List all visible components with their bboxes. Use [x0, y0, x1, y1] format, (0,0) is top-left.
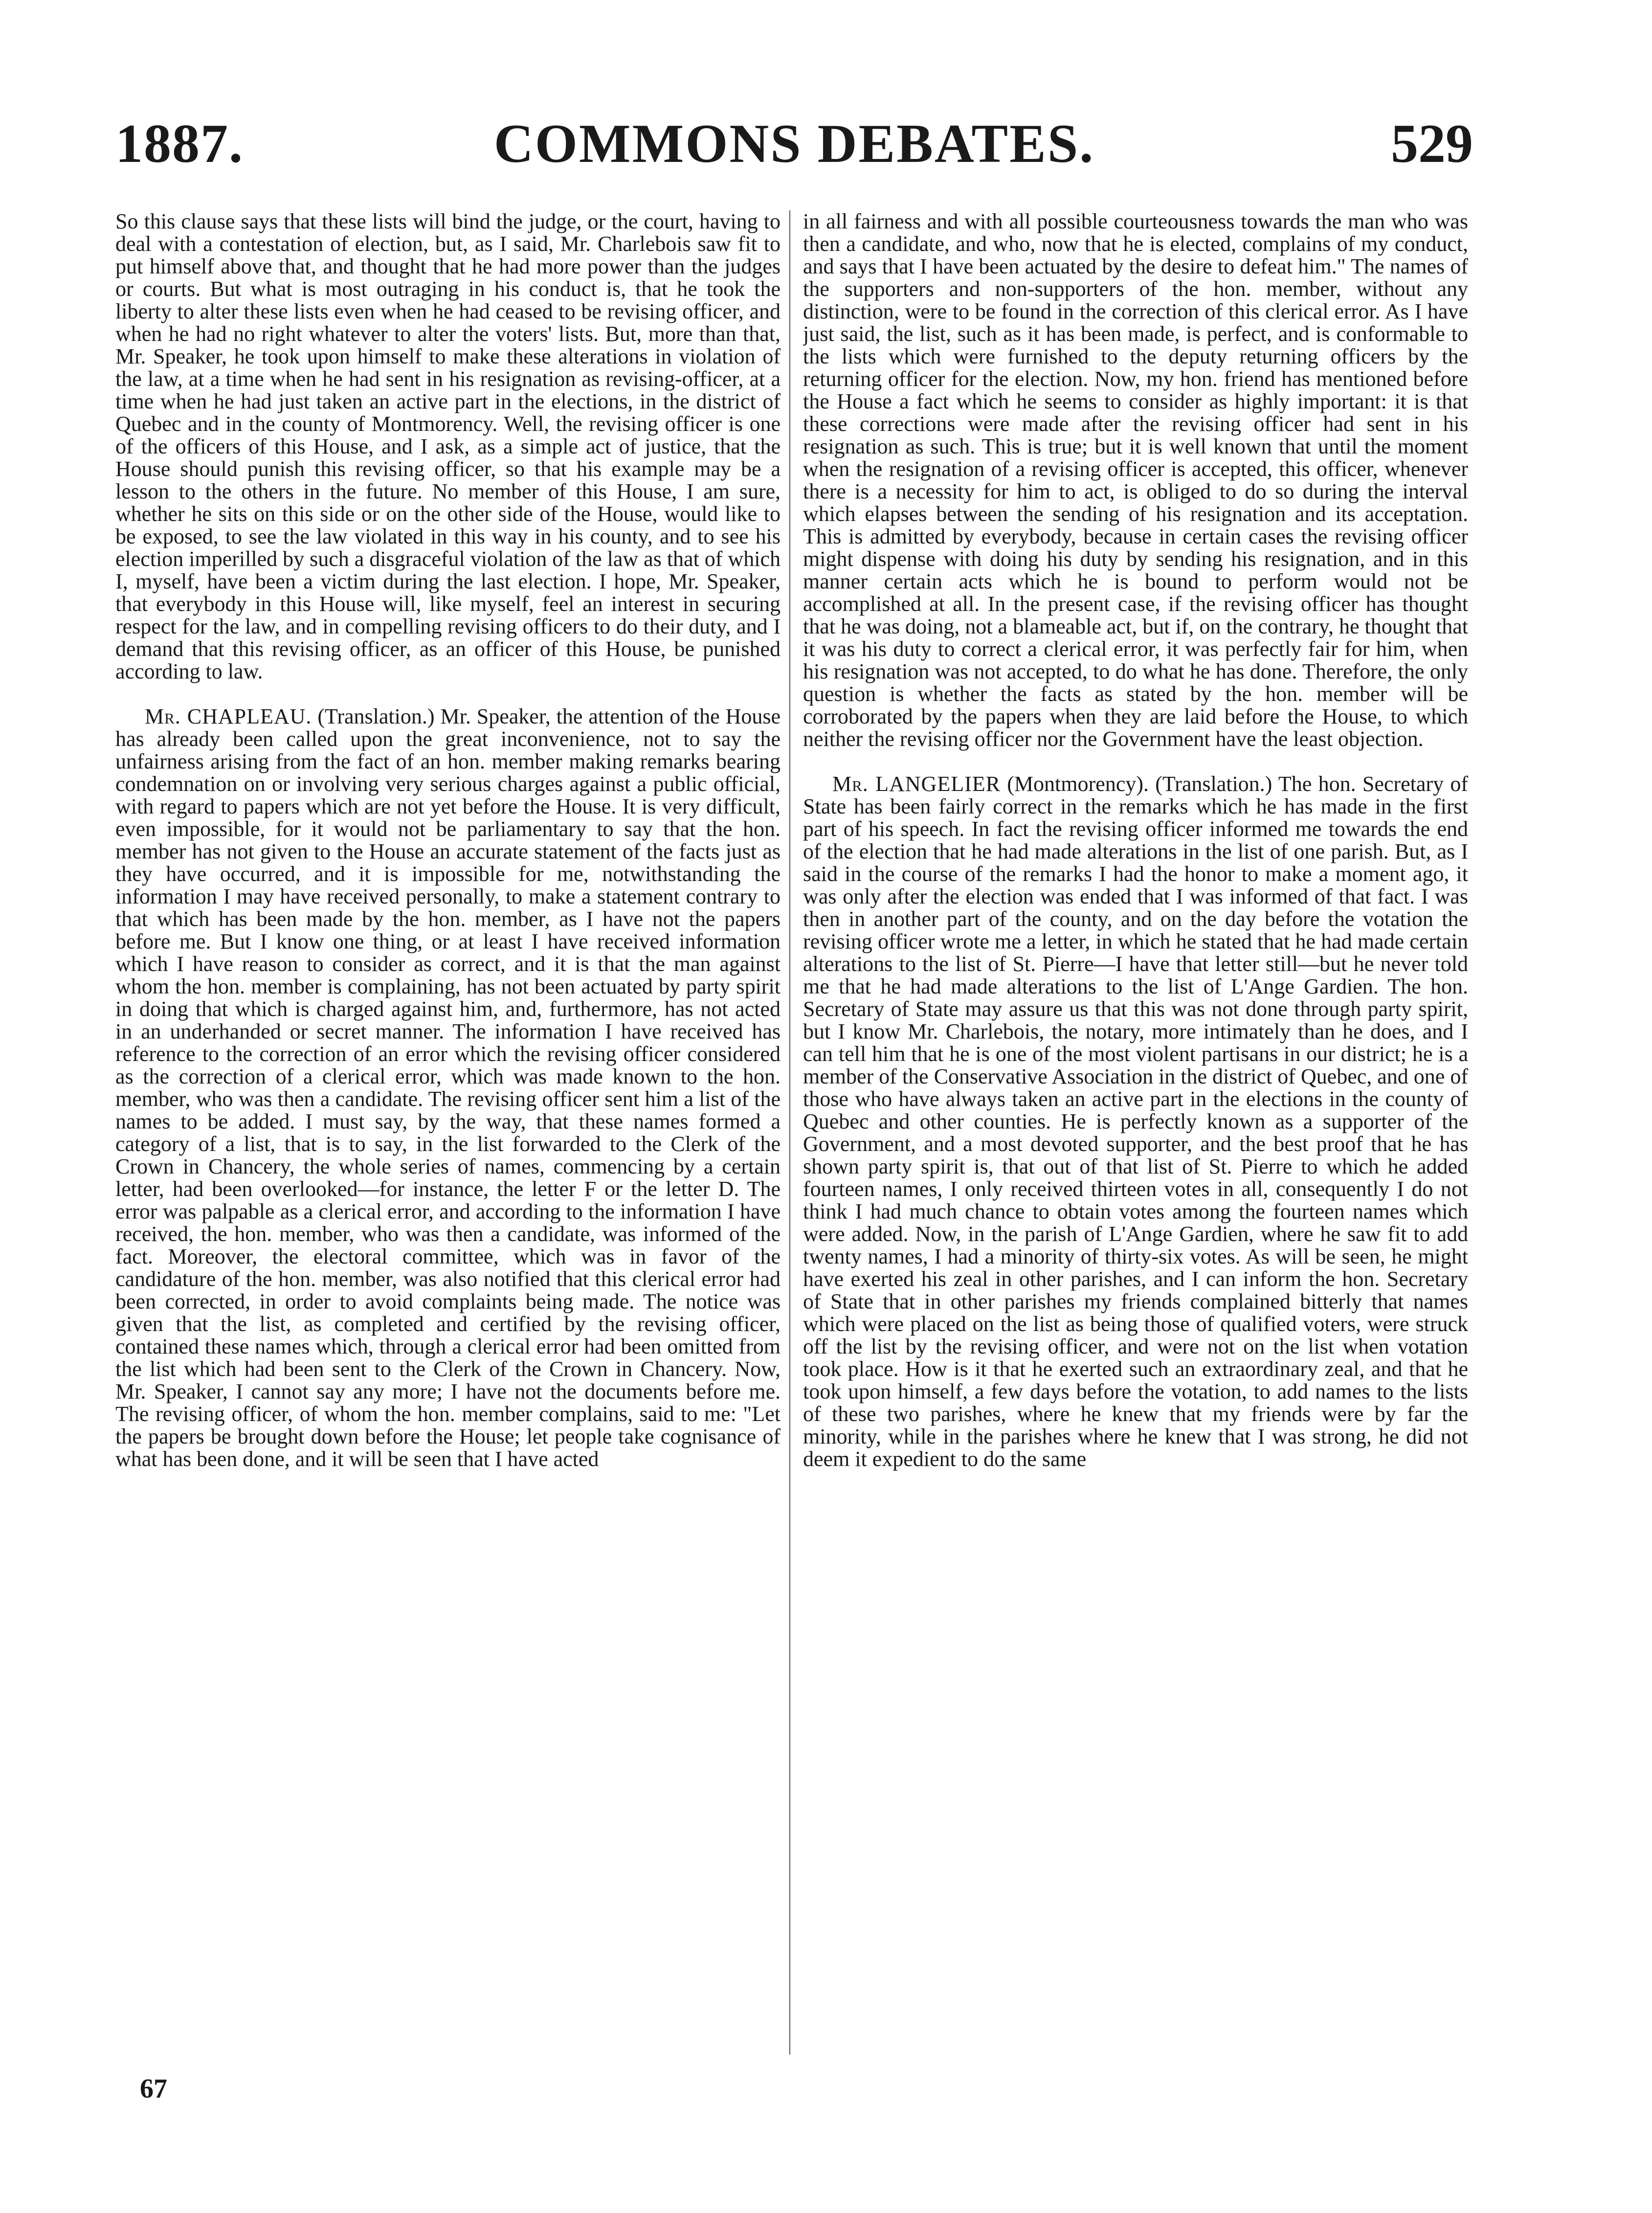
column-divider [789, 210, 790, 2055]
left-paragraph-1: So this clause says that these lists will bind the judge, or the court, having to deal with a contestation of election, but, as I said, Mr. Charlebois saw fit to put himself above that, and thought that he had more power than the judges or courts. But what is most outraging in his conduct is, that he took the liberty to alter these lists even when he had ceased to be revising officer, and when he had no right whatever to alter the voters' lists. But, more than that, Mr. Speaker, he took upon himself to make these alterations in violation of the law, at a time when he had sent in his resignation as revising-officer, at a time when he had just taken an active part in the elections, in the district of Quebec and in the county of Montmorency. Well, the revising officer is one of the officers of this House, and I ask, as a simple act of justice, that the House should punish this revising officer, so that his example may be a lesson to the others in the future. No member of this House, I am sure, whether he sits on this side or on the other side of the House, would like to be exposed, to see the law violated in this way in his county, and to see his election imperilled by such a disgraceful violation of the law as that of which I, myself, have been a victim during the last election. I hope, Mr. Speaker, that everybody in this House will, like myself, feel an interest in securing respect for the law, and in compelling revising officers to do their duty, and I demand that this revising officer, as an officer of this House, be punished according to law. [115, 210, 781, 683]
header-year: 1887. [115, 113, 244, 174]
speaker-name-langelier: Mr. LANGELIER [832, 772, 1001, 796]
right-paragraph-2-text: (Montmorency). (Translation.) The hon. Secretary of State has been fairly correct in the remarks which he has made in the first part of his speech. In fact the revising officer informed me towards the end of the election that he had made alterations in the list of one parish. But, as I said in the course of the remarks I had the honor to make a moment ago, it was only after the election was ended that I was informed of that fact. I was then in another part of the county, and on the day before the votation the revising officer wrote me a letter, in which he stated that he had made certain alterations to the list of St. Pierre—I have that letter still—but he never told me that he had made alterations to the list of L'Ange Gardien. The hon. Secretary of State may assure us that this was not done through party spirit, but I know Mr. Charlebois, the notary, more intimately than he does, and I can tell him that he is one of the most violent partisans in our district; he is a member of the Conservative Association in the district of Quebec, and one of those who have always taken an active part in the elections in the county of Quebec and other counties. He is perfectly known as a supporter of the Government, and a most devoted supporter, and the best proof that he has shown party spirit is, that out of that list of St. Pierre to which he added fourteen names, I only received thirteen votes in all, consequently I do not think I had much chance to obtain votes among the fourteen names which were added. Now, in the parish of L'Ange Gardien, where he saw fit to add twenty names, I had a minority of thirty-six votes. As will be seen, he might have exerted his zeal in other parishes, and I can inform the hon. Secretary of State that in other parishes my friends complained bitterly that names which were placed on the list as being those of qualified voters, were struck off the list by the revising officer, and were not on the list when votation took place. How is it that he exerted such an extraordinary zeal, and that he took upon himself, a few days before the votation, to add names to the lists of these two parishes, where he knew that my friends were by far the minority, while in the parishes where he knew that I was strong, he did not deem it expedient to do the same [803, 772, 1468, 1471]
right-paragraph-2 [803, 773, 1468, 1470]
speaker-name-chapleau: Mr. CHAPLEAU. [145, 704, 312, 728]
page-header [115, 103, 1473, 186]
left-paragraph-2 [115, 705, 781, 1470]
right-column [803, 210, 1468, 2059]
header-page-number: 529 [1391, 113, 1473, 174]
left-paragraph-2-text: (Translation.) Mr. Speaker, the attention of the House has already been called upon the great inconvenience, not to say the unfairness arising from the fact of an hon. member making remarks bearing condemnation on or involving very serious charges against a public official, with regard to papers which are not yet before the House. It is very difficult, even impossible, for it would not be parliamentary to say that the hon. member has not given to the House an accurate statement of the facts just as they have occurred, and it is impossible for me, notwithstanding the information I may have received personally, to make a statement contrary to that which has been made by the hon. member, as I have not the papers before me. But I know one thing, or at least I have received information which I have reason to consider as correct, and it is that the man against whom the hon. member is complaining, has not been actuated by party spirit in doing that which is charged against him, and, furthermore, has not acted in an underhanded or secret manner. The information I have received has reference to the correction of an error which the revising officer considered as the correction of a clerical error, which was made known to the hon. member, who was then a candidate. The revising officer sent him a list of the names to be added. I must say, by the way, that these names formed a category of a list, that is to say, in the list forwarded to the Clerk of the Crown in Chancery, the whole series of names, commencing by a certain letter, had been overlooked—for instance, the letter F or the letter D. The error was palpable as a clerical error, and according to the information I have received, the hon. member, who was then a candidate, was informed of the fact. Moreover, the electoral committee, which was in favor of the candidature of the hon. member, was also notified that this clerical error had been corrected, in order to avoid complaints being made. The notice was given that the list, as completed and certified by the revising officer, contained these names which, through a clerical error had been omitted from the list which had been sent to the Clerk of the Crown in Chancery. Now, Mr. Speaker, I cannot say any more; I have not the documents before me. The revising officer, of whom the hon. member complains, said to me: "Let the papers be brought down before the House; let people take cognisance of what has been done, and it will be seen that I have acted [115, 704, 781, 1471]
left-column [115, 210, 781, 2059]
signature-mark: 67 [140, 2074, 167, 2104]
right-paragraph-1: in all fairness and with all possible courteousness towards the man who was then a candidate, and who, now that he is elected, complains of my conduct, and says that I have been actuated by the desire to defeat him." The names of the supporters and non-supporters of the hon. member, without any distinction, were to be found in the correction of this clerical error. As I have just said, the list, such as it has been made, is perfect, and is conformable to the lists which were furnished to the deputy returning officers by the returning officer for the election. Now, my hon. friend has mentioned before the House a fact which he seems to consider as highly important: it is that these corrections were made after the revising officer had sent in his resignation as such. This is true; but it is well known that until the moment when the resignation of a revising officer is accepted, this officer, whenever there is a necessity for him to act, is obliged to do so during the interval which elapses between the sending of his resignation and its acceptation. This is admitted by everybody, because in certain cases the revising officer might dispense with doing his duty by sending his resignation, and in this manner certain acts which he is bound to perform would not be accomplished at all. In the present case, if the revising officer has thought that he was doing, not a blameable act, but if, on the contrary, he thought that it was his duty to correct a clerical error, it was perfectly fair for him, when his resignation was not accepted, to do what he has done. Therefore, the only question is whether the facts as stated by the hon. member will be corroborated by the papers when they are laid before the House, to which neither the revising officer nor the Government have the least objection. [803, 210, 1468, 751]
header-title: COMMONS DEBATES. [493, 113, 1095, 174]
